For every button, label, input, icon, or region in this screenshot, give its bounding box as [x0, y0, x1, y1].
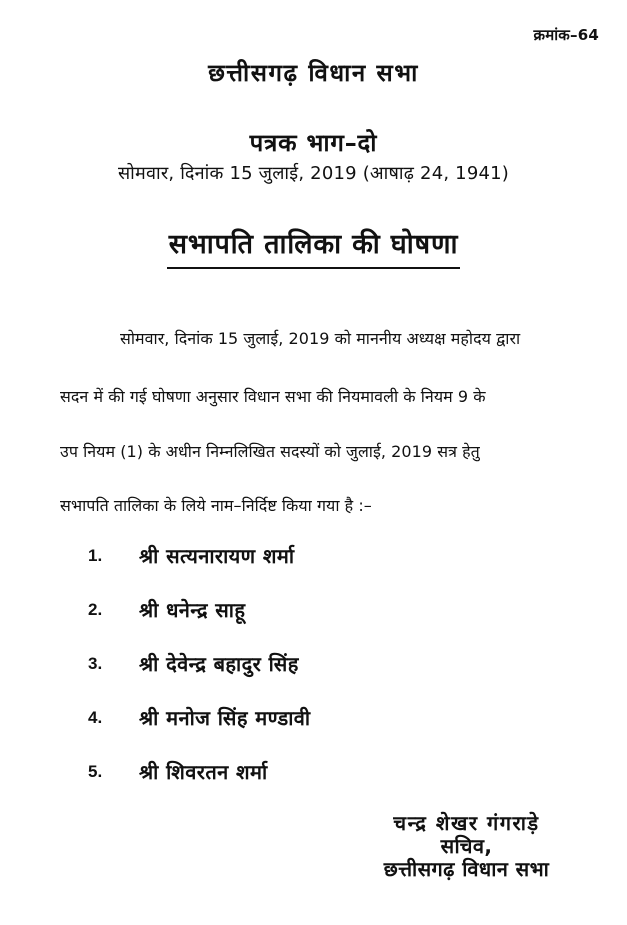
- member-list: [88, 540, 508, 810]
- document-date-line: सोमवार, दिनांक 15 जुलाई, 2019 (आषाढ़ 24, 1941): [117, 163, 510, 184]
- member-name: श्री मनोज सिंह मण्डावी: [139, 706, 311, 730]
- member-number: 2.: [88, 600, 103, 619]
- member-name: श्री शिवरतन शर्मा: [139, 760, 268, 784]
- document-part-title: पत्रक भाग–दो: [249, 129, 378, 157]
- member-number: 1.: [88, 546, 103, 565]
- paragraph-line: सोमवार, दिनांक 15 जुलाई, 2019 को माननीय अध्यक्ष महोदय द्वारा: [120, 329, 521, 348]
- list-item: [88, 756, 508, 810]
- announcement-heading: [0, 224, 627, 269]
- assembly-title: छत्तीसगढ़ विधान सभा: [208, 59, 419, 87]
- paragraph-line: सदन में की गई घोषणा अनुसार विधान सभा की नियमावली के नियम 9 के: [60, 387, 486, 406]
- list-item: [88, 702, 508, 756]
- signature-block: [344, 812, 589, 881]
- signer-name: चन्द्र शेखर गंगराड़े: [393, 811, 540, 835]
- list-item: [88, 648, 508, 702]
- paragraph-line: उप नियम (1) के अधीन निम्नलिखित सदस्यों को जुलाई, 2019 सत्र हेतु: [60, 442, 480, 461]
- member-number: 3.: [88, 654, 103, 673]
- member-number: 4.: [88, 708, 103, 727]
- member-number: 5.: [88, 762, 103, 781]
- list-item: [88, 540, 508, 594]
- signer-office: छत्तीसगढ़ विधान सभा: [383, 857, 550, 881]
- serial-number: क्रमांक–64: [533, 26, 599, 44]
- member-name: श्री देवेन्द्र बहादुर सिंह: [139, 652, 299, 676]
- paragraph-line: सभापति तालिका के लिये नाम–निर्दिष्ट किया गया है :–: [60, 496, 372, 515]
- list-item: [88, 594, 508, 648]
- member-name: श्री सत्यनारायण शर्मा: [139, 544, 295, 568]
- member-name: श्री धनेन्द्र साहू: [139, 598, 246, 622]
- signer-designation: सचिव,: [440, 834, 493, 858]
- announcement-heading-text: सभापति तालिका की घोषणा: [167, 224, 461, 269]
